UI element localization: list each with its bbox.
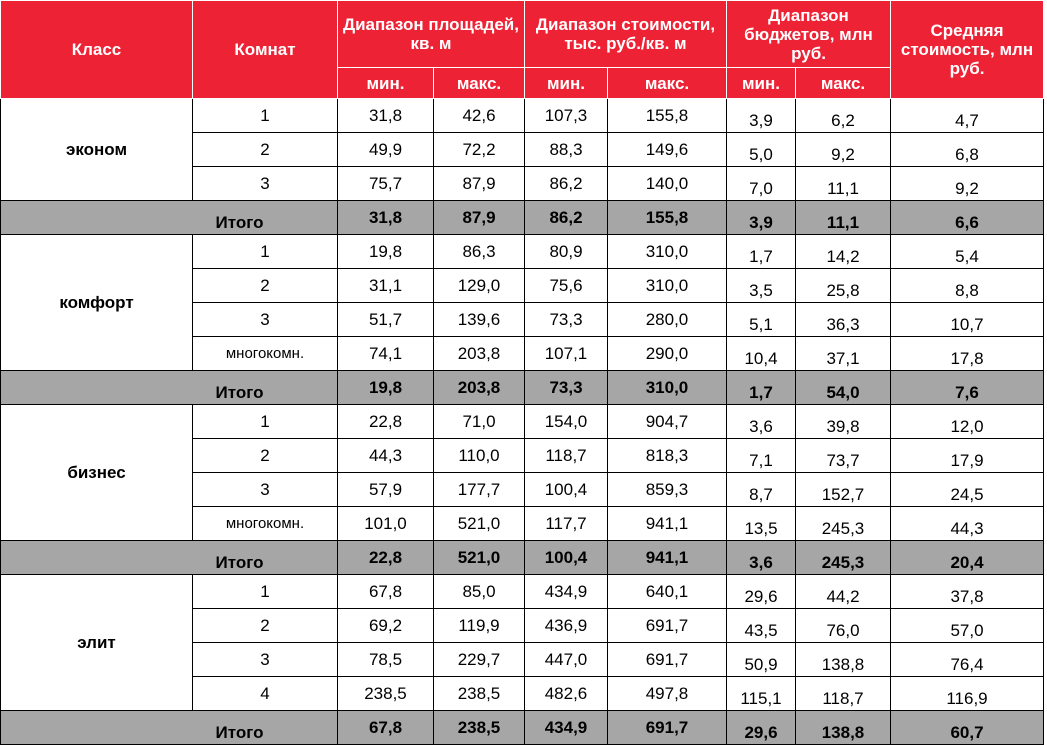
value-cell: 110,0 [434, 439, 525, 473]
total-label-cell [1, 201, 338, 235]
value-cell: 9,2 [796, 133, 891, 167]
total-label: Итого [215, 553, 264, 572]
rooms-cell: 1 [193, 575, 338, 609]
total-label: Итого [215, 213, 264, 232]
value-cell: 78,5 [338, 643, 434, 677]
value-cell: 904,7 [608, 405, 727, 439]
value-cell: 941,1 [608, 507, 727, 541]
header-area-range: Диапазон площадей, кв. м [338, 1, 525, 68]
header-price-min: мин. [525, 68, 608, 99]
value-cell: 50,9 [727, 643, 796, 677]
total-row [1, 541, 1044, 575]
table-row [1, 235, 1044, 269]
value-cell: 71,0 [434, 405, 525, 439]
value-cell: 37,8 [891, 575, 1044, 609]
total-value-cell: 54,0 [796, 371, 891, 405]
table-row [1, 99, 1044, 133]
total-value-cell: 6,6 [891, 201, 1044, 235]
total-value-cell: 87,9 [434, 201, 525, 235]
value-cell: 85,0 [434, 575, 525, 609]
total-value-cell: 73,3 [525, 371, 608, 405]
value-cell: 72,2 [434, 133, 525, 167]
value-cell: 25,8 [796, 269, 891, 303]
value-cell: 3,9 [727, 99, 796, 133]
total-value-cell: 238,5 [434, 711, 525, 745]
value-cell: 245,3 [796, 507, 891, 541]
value-cell: 229,7 [434, 643, 525, 677]
rooms-cell: 1 [193, 235, 338, 269]
value-cell: 37,1 [796, 337, 891, 371]
value-cell: 42,6 [434, 99, 525, 133]
value-cell: 19,8 [338, 235, 434, 269]
total-value-cell: 691,7 [608, 711, 727, 745]
total-value-cell: 3,9 [727, 201, 796, 235]
value-cell: 31,1 [338, 269, 434, 303]
value-cell: 280,0 [608, 303, 727, 337]
rooms-cell: многокомн. [193, 507, 338, 541]
value-cell: 76,0 [796, 609, 891, 643]
header-budget-min: мин. [727, 68, 796, 99]
value-cell: 155,8 [608, 99, 727, 133]
total-value-cell: 19,8 [338, 371, 434, 405]
value-cell: 76,4 [891, 643, 1044, 677]
value-cell: 17,9 [891, 439, 1044, 473]
value-cell: 117,7 [525, 507, 608, 541]
rooms-cell: 2 [193, 609, 338, 643]
value-cell: 24,5 [891, 473, 1044, 507]
total-value-cell: 155,8 [608, 201, 727, 235]
table-row [1, 575, 1044, 609]
total-value-cell: 67,8 [338, 711, 434, 745]
value-cell: 6,2 [796, 99, 891, 133]
total-value-cell: 29,6 [727, 711, 796, 745]
header-price-range: Диапазон стоимости, тыс. руб./кв. м [525, 1, 727, 68]
class-name: комфорт [1, 235, 193, 371]
value-cell: 3,6 [727, 405, 796, 439]
rooms-cell: 2 [193, 269, 338, 303]
value-cell: 140,0 [608, 167, 727, 201]
value-cell: 129,0 [434, 269, 525, 303]
value-cell: 7,0 [727, 167, 796, 201]
rooms-cell: 2 [193, 133, 338, 167]
value-cell: 447,0 [525, 643, 608, 677]
total-label-cell [1, 371, 338, 405]
value-cell: 51,7 [338, 303, 434, 337]
value-cell: 482,6 [525, 677, 608, 711]
header-rooms: Комнат [193, 1, 338, 99]
value-cell: 74,1 [338, 337, 434, 371]
value-cell: 44,3 [338, 439, 434, 473]
rooms-cell: многокомн. [193, 337, 338, 371]
value-cell: 5,4 [891, 235, 1044, 269]
value-cell: 13,5 [727, 507, 796, 541]
value-cell: 11,1 [796, 167, 891, 201]
value-cell: 6,8 [891, 133, 1044, 167]
header-class: Класс [1, 1, 193, 99]
total-label: Итого [215, 723, 264, 742]
total-label-cell [1, 711, 338, 745]
header-budget-max: макс. [796, 68, 891, 99]
header-budget-range: Диапазон бюджетов, млн руб. [727, 1, 891, 68]
class-name: элит [1, 575, 193, 711]
total-value-cell: 31,8 [338, 201, 434, 235]
value-cell: 203,8 [434, 337, 525, 371]
rooms-cell: 1 [193, 405, 338, 439]
value-cell: 238,5 [434, 677, 525, 711]
value-cell: 118,7 [525, 439, 608, 473]
value-cell: 154,0 [525, 405, 608, 439]
rooms-cell: 3 [193, 167, 338, 201]
total-label-cell [1, 541, 338, 575]
value-cell: 73,7 [796, 439, 891, 473]
value-cell: 115,1 [727, 677, 796, 711]
header-area-max: макс. [434, 68, 525, 99]
rooms-cell: 1 [193, 99, 338, 133]
rooms-cell: 3 [193, 303, 338, 337]
value-cell: 116,9 [891, 677, 1044, 711]
value-cell: 7,1 [727, 439, 796, 473]
value-cell: 521,0 [434, 507, 525, 541]
value-cell: 290,0 [608, 337, 727, 371]
value-cell: 310,0 [608, 235, 727, 269]
value-cell: 36,3 [796, 303, 891, 337]
value-cell: 44,2 [796, 575, 891, 609]
total-value-cell: 138,8 [796, 711, 891, 745]
value-cell: 17,8 [891, 337, 1044, 371]
value-cell: 691,7 [608, 609, 727, 643]
value-cell: 8,8 [891, 269, 1044, 303]
total-value-cell: 20,4 [891, 541, 1044, 575]
header-avg-cost: Средняя стоимость, млн руб. [891, 1, 1044, 99]
value-cell: 57,9 [338, 473, 434, 507]
value-cell: 8,7 [727, 473, 796, 507]
value-cell: 69,2 [338, 609, 434, 643]
total-value-cell: 3,6 [727, 541, 796, 575]
total-value-cell: 941,1 [608, 541, 727, 575]
value-cell: 29,6 [727, 575, 796, 609]
total-value-cell: 60,7 [891, 711, 1044, 745]
value-cell: 75,6 [525, 269, 608, 303]
value-cell: 31,8 [338, 99, 434, 133]
total-value-cell: 11,1 [796, 201, 891, 235]
value-cell: 44,3 [891, 507, 1044, 541]
value-cell: 49,9 [338, 133, 434, 167]
class-name: бизнес [1, 405, 193, 541]
table-row [1, 405, 1044, 439]
table-body [1, 99, 1044, 745]
total-value-cell: 100,4 [525, 541, 608, 575]
rooms-cell: 3 [193, 643, 338, 677]
value-cell: 73,3 [525, 303, 608, 337]
value-cell: 436,9 [525, 609, 608, 643]
total-row [1, 711, 1044, 745]
value-cell: 119,9 [434, 609, 525, 643]
value-cell: 22,8 [338, 405, 434, 439]
value-cell: 75,7 [338, 167, 434, 201]
total-value-cell: 310,0 [608, 371, 727, 405]
value-cell: 87,9 [434, 167, 525, 201]
total-value-cell: 434,9 [525, 711, 608, 745]
value-cell: 101,0 [338, 507, 434, 541]
value-cell: 1,7 [727, 235, 796, 269]
total-value-cell: 245,3 [796, 541, 891, 575]
total-row [1, 371, 1044, 405]
total-value-cell: 203,8 [434, 371, 525, 405]
total-value-cell: 521,0 [434, 541, 525, 575]
total-value-cell: 1,7 [727, 371, 796, 405]
value-cell: 107,1 [525, 337, 608, 371]
value-cell: 88,3 [525, 133, 608, 167]
rooms-cell: 4 [193, 677, 338, 711]
value-cell: 39,8 [796, 405, 891, 439]
value-cell: 859,3 [608, 473, 727, 507]
value-cell: 139,6 [434, 303, 525, 337]
value-cell: 57,0 [891, 609, 1044, 643]
value-cell: 152,7 [796, 473, 891, 507]
total-value-cell: 7,6 [891, 371, 1044, 405]
value-cell: 310,0 [608, 269, 727, 303]
total-label: Итого [215, 383, 264, 402]
total-value-cell: 86,2 [525, 201, 608, 235]
header-area-min: мин. [338, 68, 434, 99]
value-cell: 5,1 [727, 303, 796, 337]
value-cell: 10,4 [727, 337, 796, 371]
value-cell: 3,5 [727, 269, 796, 303]
value-cell: 10,7 [891, 303, 1044, 337]
value-cell: 497,8 [608, 677, 727, 711]
value-cell: 238,5 [338, 677, 434, 711]
value-cell: 67,8 [338, 575, 434, 609]
rooms-cell: 3 [193, 473, 338, 507]
value-cell: 5,0 [727, 133, 796, 167]
value-cell: 434,9 [525, 575, 608, 609]
value-cell: 138,8 [796, 643, 891, 677]
value-cell: 691,7 [608, 643, 727, 677]
value-cell: 14,2 [796, 235, 891, 269]
rooms-cell: 2 [193, 439, 338, 473]
value-cell: 4,7 [891, 99, 1044, 133]
total-row [1, 201, 1044, 235]
value-cell: 86,3 [434, 235, 525, 269]
total-value-cell: 22,8 [338, 541, 434, 575]
value-cell: 43,5 [727, 609, 796, 643]
value-cell: 177,7 [434, 473, 525, 507]
value-cell: 640,1 [608, 575, 727, 609]
value-cell: 80,9 [525, 235, 608, 269]
value-cell: 9,2 [891, 167, 1044, 201]
value-cell: 818,3 [608, 439, 727, 473]
header-price-max: макс. [608, 68, 727, 99]
value-cell: 100,4 [525, 473, 608, 507]
value-cell: 107,3 [525, 99, 608, 133]
value-cell: 149,6 [608, 133, 727, 167]
value-cell: 86,2 [525, 167, 608, 201]
class-name: эконом [1, 99, 193, 201]
value-cell: 12,0 [891, 405, 1044, 439]
value-cell: 118,7 [796, 677, 891, 711]
